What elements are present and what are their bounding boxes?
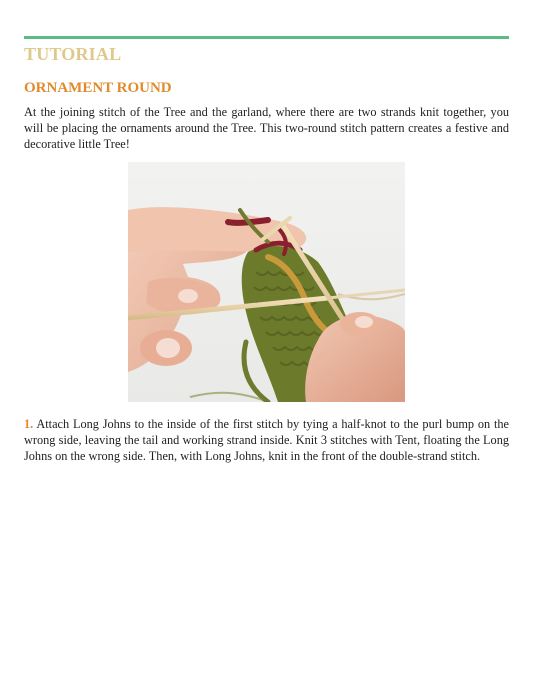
- section-label: TUTORIAL: [24, 44, 122, 64]
- header-rule: [24, 36, 509, 39]
- step-1: [24, 416, 509, 464]
- section-heading: ORNAMENT ROUND: [24, 80, 172, 96]
- step-1-text: Attach Long Johns to the inside of the first stitch by tying a half-knot to the purl bump on the wrong side, leaving the tail and working strand inside. Knit 3 stitches with Tent, floating the Long Johns on the wrong side. Then, with Long Johns, knit in the front of the double-strand stitch.: [24, 417, 509, 463]
- knitting-photo: [128, 162, 405, 402]
- intro-paragraph: At the joining stitch of the Tree and the garland, where there are two strands knit together, you will be placing the ornaments around the Tree. This two-round stitch pattern creates a festive and decorative little Tree!: [24, 105, 509, 151]
- step-1-number: 1.: [24, 417, 34, 431]
